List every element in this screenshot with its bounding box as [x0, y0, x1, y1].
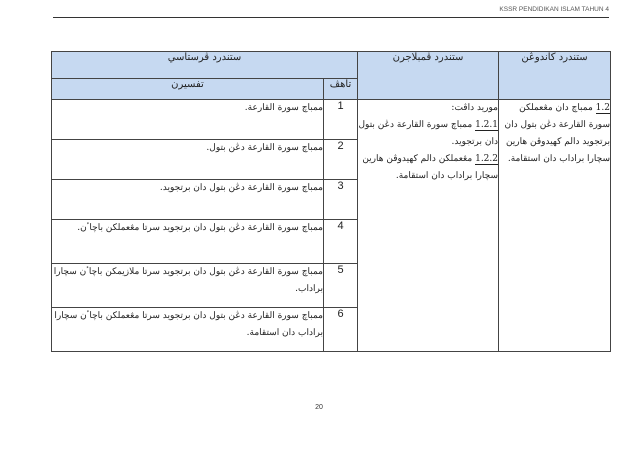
- tahap-cell: 3: [324, 180, 358, 220]
- pembelajaran-item-number: 1.2.2: [475, 154, 498, 164]
- page-number: 20: [315, 404, 323, 411]
- header-tafsiran: تفسيرن: [52, 79, 324, 100]
- tafsiran-cell: ممباچ سورة القارعة دڠن بتول دان برتجويد سرتا مڠعملکن باچاٴن.: [52, 220, 324, 264]
- pembelajaran-intro: موريد داڤت:: [451, 103, 498, 113]
- pembelajaran-item-text: ممباچ سورة القارعة دڠن بتول دان برتجويد.: [358, 120, 498, 147]
- header-divider: [53, 17, 609, 18]
- tahap-cell: 1: [324, 100, 358, 140]
- header-tahap: تاهڤ: [324, 79, 358, 100]
- pembelajaran-item: [358, 151, 498, 185]
- tahap-cell: 5: [324, 264, 358, 308]
- header-standard-kandungan: ستندرد کاندوڠن: [499, 52, 611, 100]
- tafsiran-cell: ممباچ سورة القارعة دڠن بتول دان برتجويد سرتا مڠعملکن باچاٴن سچارا براداب دان استقامة.: [52, 308, 324, 352]
- pembelajaran-cell: [358, 100, 499, 352]
- kandungan-cell: [499, 100, 611, 352]
- header-standard-pembelajaran: ستندرد ڤمبلاجرن: [358, 52, 499, 100]
- tafsiran-cell: ممباچ سورة القارعة دڠن بتول دان برتجويد سرتا ملازيمکن باچاٴن سچارا براداب.: [52, 264, 324, 308]
- kandungan-number: 1.2: [595, 103, 610, 113]
- tafsiran-cell: ممباچ سورة القارعة دڠن بتول دان برتجويد.: [52, 180, 324, 220]
- tahap-cell: 4: [324, 220, 358, 264]
- pembelajaran-item-number: 1.2.1: [475, 120, 498, 130]
- tafsiran-cell: ممباچ سورة القارعة دڠن بتول.: [52, 140, 324, 180]
- kandungan-text: ممباچ دان مڠعملکن سورة القارعة دڠن بتول دان برتجويد دالم کهيدوڤن هارين سچارا براداب دان استقامة.: [504, 103, 610, 164]
- pembelajaran-item: [358, 117, 498, 151]
- document-header: KSSR PENDIDIKAN ISLAM TAHUN 4: [499, 6, 609, 13]
- tahap-cell: 2: [324, 140, 358, 180]
- header-standard-prestasi: ستندرد ڤرستاسي: [52, 52, 358, 79]
- standards-table: [51, 51, 611, 352]
- tafsiran-cell: ممباچ سورة القارعة.: [52, 100, 324, 140]
- pembelajaran-item-text: مڠعملکن دالم کهيدوڤن هارين سچارا براداب دان استقامة.: [362, 154, 498, 181]
- tahap-cell: 6: [324, 308, 358, 352]
